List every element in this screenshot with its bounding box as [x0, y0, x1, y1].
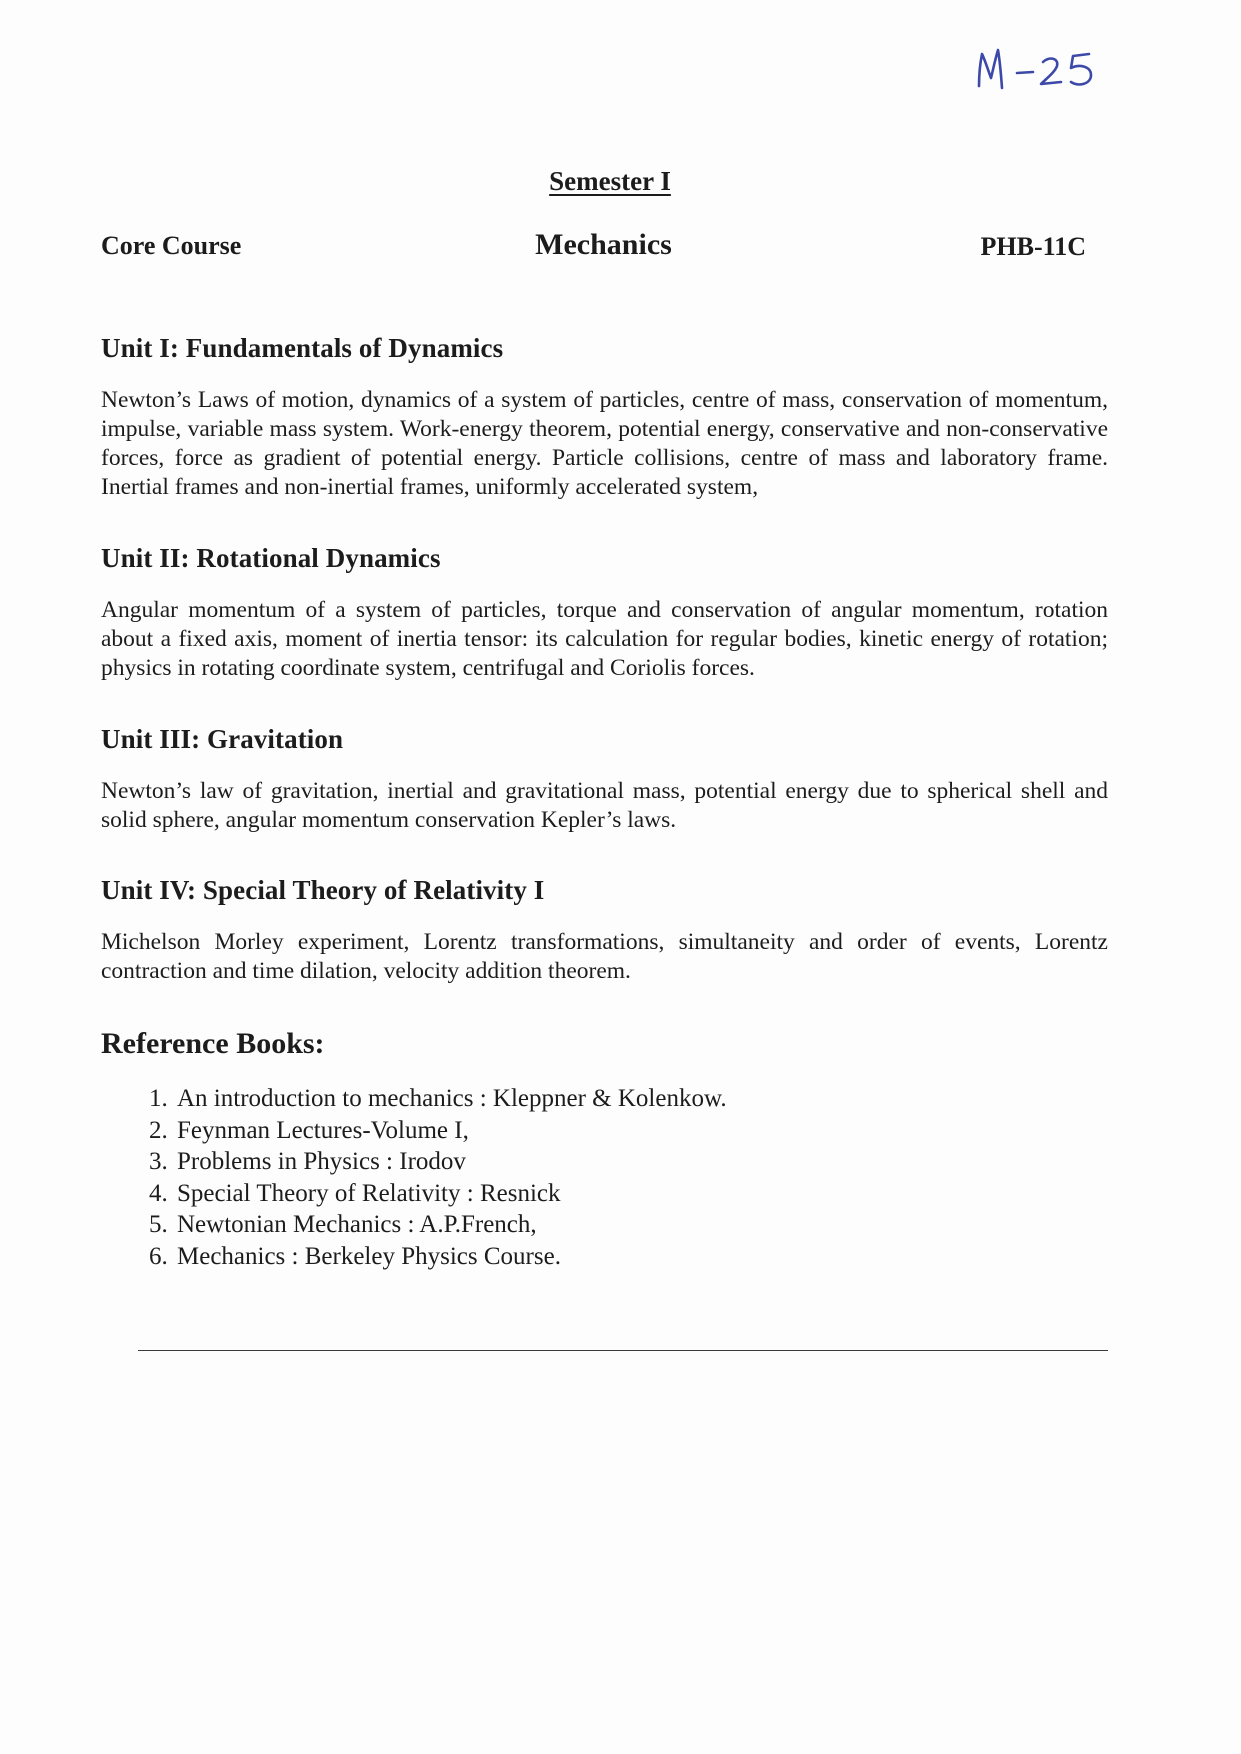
unit-title: Unit II: Rotational Dynamics: [101, 543, 441, 573]
reference-list: [101, 1083, 1101, 1272]
subject-title: Mechanics: [535, 228, 672, 261]
unit-description: Newton’s law of gravitation, inertial and gravitational mass, potential energy due to spherical shell and solid sphere, angular momentum conservation Kepler’s laws.: [101, 778, 1108, 833]
unit-section: [101, 724, 1108, 835]
semester-heading: Semester I: [549, 166, 671, 196]
list-item: 4. Special Theory of Relativity : Resnick: [174, 1178, 1101, 1210]
reference-books-title: Reference Books:: [101, 1027, 325, 1060]
unit-section: [101, 875, 1108, 986]
unit-title: Unit IV: Special Theory of Relativity I: [101, 875, 545, 905]
list-item: 1. An introduction to mechanics : Kleppner & Kolenkow.: [174, 1083, 1101, 1115]
unit-description: Newton’s Laws of motion, dynamics of a system of particles, centre of mass, conservation of momentum, impulse, variable mass system. Work-energy theorem, potential energy, conservative and non-conservative forces, force as gradient of potential energy. Particle collisions, centre of mass and laboratory frame. Inertial frames and non-inertial frames, uniformly accelerated system,: [101, 387, 1108, 500]
handwritten-annotation-m25: [975, 42, 1115, 102]
unit-section: [101, 333, 1108, 502]
list-item: 5. Newtonian Mechanics : A.P.French,: [174, 1209, 1101, 1241]
list-item: 6. Mechanics : Berkeley Physics Course.: [174, 1241, 1101, 1273]
list-item: 3. Problems in Physics : Irodov: [174, 1146, 1101, 1178]
unit-title: Unit I: Fundamentals of Dynamics: [101, 333, 504, 363]
reference-books-section: [101, 1027, 1101, 1272]
list-item: 2. Feynman Lectures-Volume I,: [174, 1115, 1101, 1147]
unit-description: Michelson Morley experiment, Lorentz transformations, simultaneity and order of events, Lorentz contraction and time dilation, velocity addition theorem.: [101, 929, 1108, 984]
unit-section: [101, 543, 1108, 683]
unit-description: Angular momentum of a system of particles, torque and conservation of angular momentum, rotation about a fixed axis, moment of inertia tensor: its calculation for regular bodies, kinetic energy of rotation; physics in rotating coordinate system, centrifugal and Coriolis forces.: [101, 597, 1108, 681]
section-divider: [138, 1350, 1108, 1351]
course-code: PHB-11C: [980, 232, 1086, 261]
course-header-row: [101, 228, 1086, 268]
unit-title: Unit III: Gravitation: [101, 724, 344, 754]
course-type-label: Core Course: [101, 231, 242, 260]
